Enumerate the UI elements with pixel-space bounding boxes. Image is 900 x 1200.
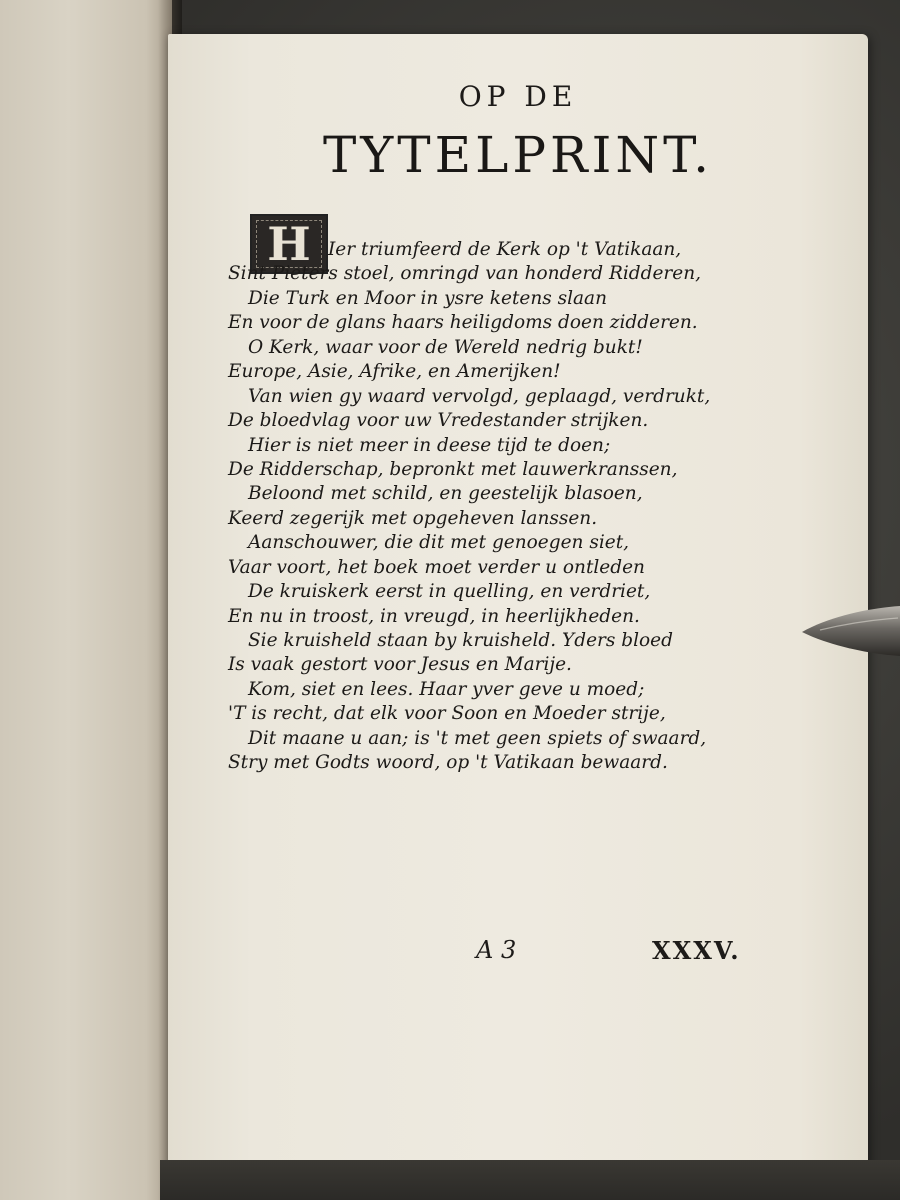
poem-line: De kruiskerk eerst in quelling, en verdriet, (248, 581, 651, 603)
table-surface (160, 1160, 900, 1200)
poem-line: De bloedvlag voor uw Vredestander strijken. (228, 410, 649, 432)
catchword: XXXV. (652, 936, 741, 965)
page-pointer-icon (800, 604, 900, 658)
poem-line: Stry met Godts woord, op 't Vatikaan bewaard. (228, 752, 668, 774)
signature-mark: A 3 (476, 936, 517, 964)
poem-line: Is vaak gestort voor Jesus en Marije. (228, 654, 572, 676)
poem (228, 238, 788, 776)
heading-tytelprint: TYTELPRINT. (322, 126, 714, 184)
poem-line: Europe, Asie, Afrike, en Amerijken! (228, 361, 561, 383)
poem-line: Van wien gy waard vervolgd, geplaagd, verdrukt, (248, 385, 711, 407)
poem-line: En voor de glans haars heiligdoms doen zidderen. (228, 312, 698, 334)
decorated-initial-letter: H (267, 217, 311, 271)
left-page (0, 0, 172, 1200)
poem-line: Vaar voort, het boek moet verder u ontleden (228, 556, 645, 578)
poem-line: Kom, siet en lees. Haar yver geve u moed; (248, 678, 645, 700)
poem-line: Aanschouwer, die dit met genoegen siet, (248, 532, 630, 554)
poem-line: Sint Pieters stoel, omringd van honderd Ridderen, (228, 263, 702, 285)
poem-line: O Kerk, waar voor de Wereld nedrig bukt! (248, 336, 643, 358)
poem-line: 'T is recht, dat elk voor Soon en Moeder strije, (228, 703, 666, 725)
poem-line: Keerd zegerijk met opgeheven lanssen. (228, 507, 598, 529)
poem-line: Ier triumfeerd de Kerk op 't Vatikaan, (328, 239, 682, 260)
poem-line: En nu in troost, in vreugd, in heerlijkheden. (228, 605, 640, 627)
poem-line: Sie kruisheld staan by kruisheld. Yders bloed (248, 630, 673, 651)
poem-line: Die Turk en Moor in ysre ketens slaan (248, 287, 607, 309)
poem-line: Hier is niet meer in deese tijd te doen; (248, 434, 611, 456)
poem-line: De Ridderschap, bepronkt met lauwerkranssen, (228, 458, 678, 480)
poem-line: Beloond met schild, en geestelijk blasoen, (248, 483, 643, 505)
poem-line: Dit maane u aan; is 't met geen spiets of swaard, (248, 727, 707, 749)
heading-op-de: OP DE (458, 80, 578, 113)
